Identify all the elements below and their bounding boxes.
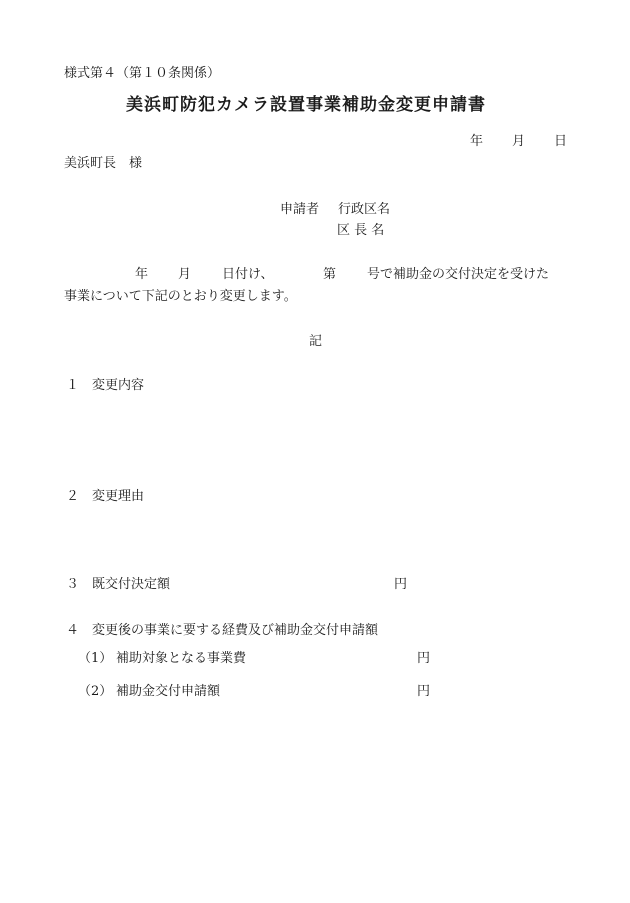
item-4-sub-2-unit: 円 xyxy=(417,684,431,699)
item-4-sub-1-number: （1） xyxy=(78,651,113,666)
item-4-number: ４ xyxy=(66,623,80,638)
district-name-label: 行政区名 xyxy=(338,202,391,217)
item-3-unit: 円 xyxy=(394,577,408,592)
date-day-label: 日 xyxy=(554,134,568,149)
date-month-label: 月 xyxy=(512,134,526,149)
item-3-label: 既交付決定額 xyxy=(92,577,171,592)
body-line1-tail: 号で補助金の交付決定を受けた xyxy=(367,267,550,282)
item-4-sub-2-number: （2） xyxy=(78,684,113,699)
district-head-label: 区 長 名 xyxy=(337,223,385,238)
body-dai: 第 xyxy=(323,267,337,282)
date-year-label: 年 xyxy=(470,134,484,149)
ki-heading: 記 xyxy=(309,334,323,349)
item-2-number: ２ xyxy=(66,489,80,504)
form-number: 様式第４（第１０条関係） xyxy=(64,66,221,81)
body-day-suffix: 日付け、 xyxy=(222,267,274,282)
applicant-label: 申請者 xyxy=(280,202,320,217)
item-4-label: 変更後の事業に要する経費及び補助金交付申請額 xyxy=(92,623,379,638)
body-month: 月 xyxy=(178,267,192,282)
body-year: 年 xyxy=(135,267,149,282)
item-1-number: １ xyxy=(66,378,80,393)
body-line2: 事業について下記のとおり変更します。 xyxy=(64,289,297,304)
item-3-number: ３ xyxy=(66,577,80,592)
item-1-label: 変更内容 xyxy=(92,378,145,393)
item-2-label: 変更理由 xyxy=(92,489,145,504)
item-4-sub-2-label: 補助金交付申請額 xyxy=(116,684,221,699)
addressee: 美浜町長 様 xyxy=(64,156,143,171)
item-4-sub-1-unit: 円 xyxy=(417,651,431,666)
item-4-sub-1-label: 補助対象となる事業費 xyxy=(116,651,247,666)
form-title: 美浜町防犯カメラ設置事業補助金変更申請書 xyxy=(126,95,486,115)
